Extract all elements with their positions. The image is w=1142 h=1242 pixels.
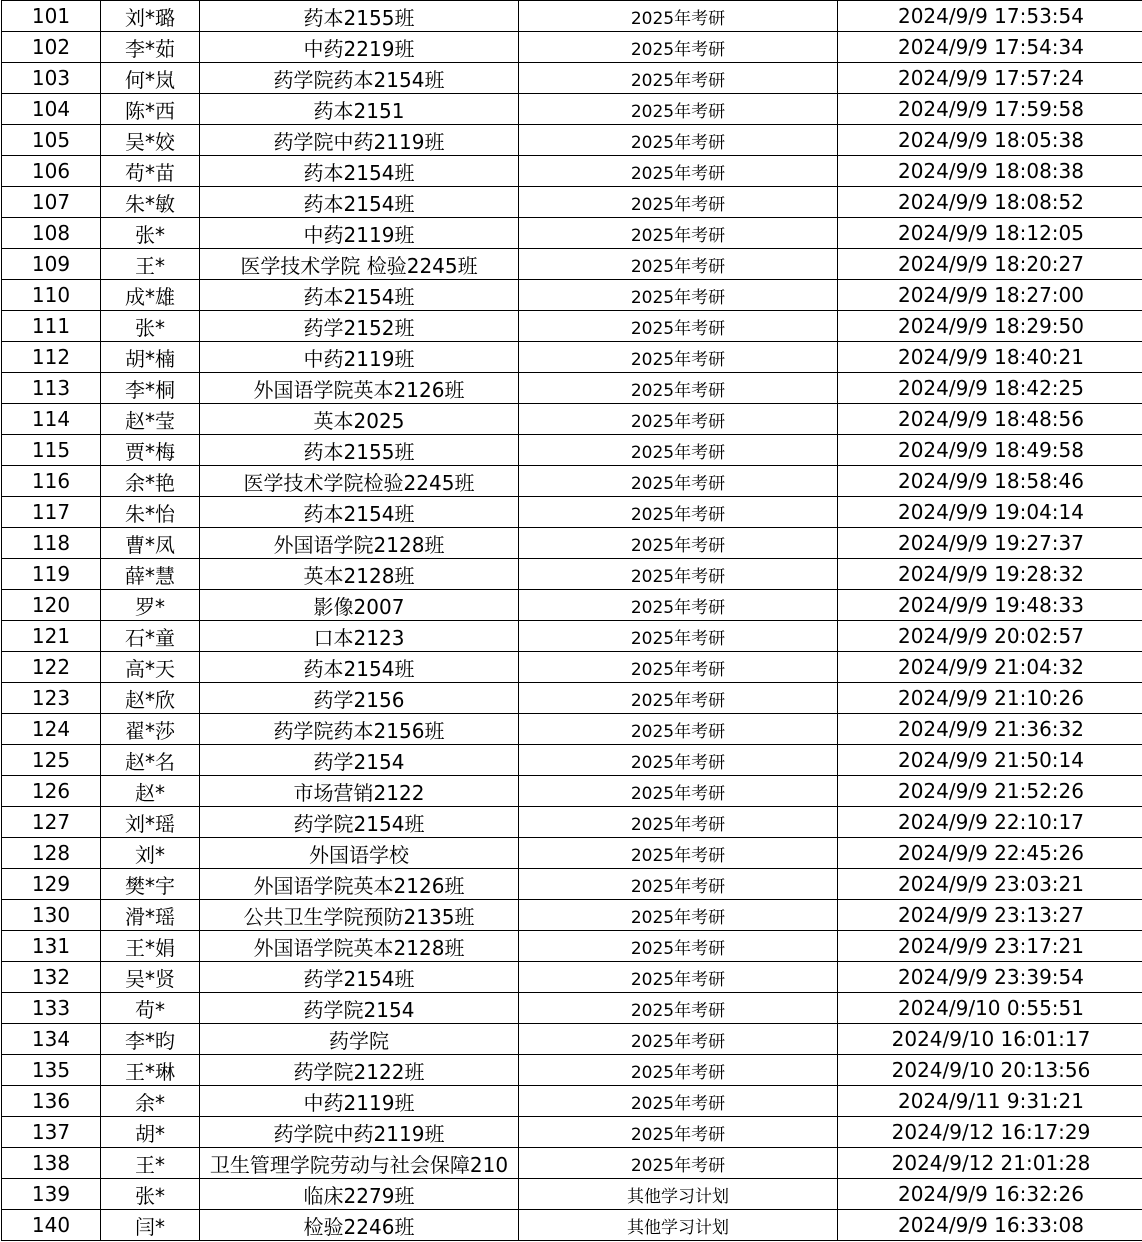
student-name-cell[interactable]: 刘*瑶: [101, 807, 200, 838]
student-name-cell[interactable]: 吴*姣: [101, 125, 200, 156]
plan-cell[interactable]: 2025年考研: [519, 652, 838, 683]
table-row: [2, 311, 1142, 342]
table-row: [2, 497, 1142, 528]
submit-time-cell[interactable]: 2024/9/9 21:52:26: [838, 776, 1142, 807]
submit-time-cell[interactable]: 2024/9/9 22:10:17: [838, 807, 1142, 838]
student-name-cell[interactable]: 朱*怡: [101, 497, 200, 528]
student-name-cell[interactable]: 王*: [101, 249, 200, 280]
table-row: [2, 869, 1142, 900]
row-number-cell[interactable]: 134: [2, 1024, 101, 1055]
table-row: [2, 559, 1142, 590]
row-number-cell[interactable]: 132: [2, 962, 101, 993]
plan-cell[interactable]: 2025年考研: [519, 683, 838, 714]
table-row: [2, 683, 1142, 714]
row-number-cell[interactable]: 139: [2, 1179, 101, 1210]
row-number-cell[interactable]: 140: [2, 1210, 101, 1241]
class-cell[interactable]: 外国语学校: [200, 838, 519, 869]
row-number-cell[interactable]: 121: [2, 621, 101, 652]
student-name-cell[interactable]: 薛*慧: [101, 559, 200, 590]
row-number-cell[interactable]: 127: [2, 807, 101, 838]
plan-cell[interactable]: 2025年考研: [519, 342, 838, 373]
submit-time-cell[interactable]: 2024/9/9 23:03:21: [838, 869, 1142, 900]
class-cell[interactable]: 外国语学院英本2126班: [200, 373, 519, 404]
class-cell[interactable]: 药学2154: [200, 745, 519, 776]
submit-time-cell[interactable]: 2024/9/9 19:28:32: [838, 559, 1142, 590]
student-name-cell[interactable]: 陈*西: [101, 94, 200, 125]
submit-time-cell[interactable]: 2024/9/11 9:31:21: [838, 1086, 1142, 1117]
table-row: [2, 776, 1142, 807]
table-row: [2, 931, 1142, 962]
plan-cell[interactable]: 2025年考研: [519, 528, 838, 559]
class-cell[interactable]: 中药2119班: [200, 1086, 519, 1117]
submit-time-cell[interactable]: 2024/9/10 20:13:56: [838, 1055, 1142, 1086]
submit-time-cell[interactable]: 2024/9/9 17:53:54: [838, 1, 1142, 32]
submit-time-cell[interactable]: 2024/9/9 23:39:54: [838, 962, 1142, 993]
student-name-cell[interactable]: 贾*梅: [101, 435, 200, 466]
submit-time-cell[interactable]: 2024/9/9 17:57:24: [838, 63, 1142, 94]
class-cell[interactable]: 药学2154班: [200, 962, 519, 993]
student-name-cell[interactable]: 成*雄: [101, 280, 200, 311]
table-row: [2, 528, 1142, 559]
student-name-cell[interactable]: 张*: [101, 311, 200, 342]
student-name-cell[interactable]: 余*艳: [101, 466, 200, 497]
submit-time-cell[interactable]: 2024/9/9 19:27:37: [838, 528, 1142, 559]
student-name-cell[interactable]: 李*茹: [101, 32, 200, 63]
submit-time-cell[interactable]: 2024/9/9 19:04:14: [838, 497, 1142, 528]
plan-cell[interactable]: 2025年考研: [519, 280, 838, 311]
row-number-cell[interactable]: 115: [2, 435, 101, 466]
plan-cell[interactable]: 2025年考研: [519, 714, 838, 745]
row-number-cell[interactable]: 126: [2, 776, 101, 807]
plan-cell[interactable]: 2025年考研: [519, 900, 838, 931]
row-number-cell[interactable]: 137: [2, 1117, 101, 1148]
table-row: [2, 404, 1142, 435]
submit-time-cell[interactable]: 2024/9/9 20:02:57: [838, 621, 1142, 652]
class-cell[interactable]: 药学院2154班: [200, 807, 519, 838]
table-row: [2, 1055, 1142, 1086]
student-name-cell[interactable]: 朱*敏: [101, 187, 200, 218]
class-cell[interactable]: 口本2123: [200, 621, 519, 652]
table-row: [2, 621, 1142, 652]
submit-time-cell[interactable]: 2024/9/9 18:49:58: [838, 435, 1142, 466]
plan-cell[interactable]: 2025年考研: [519, 32, 838, 63]
submit-time-cell[interactable]: 2024/9/9 18:20:27: [838, 249, 1142, 280]
table-row: [2, 125, 1142, 156]
table-row: [2, 652, 1142, 683]
student-name-cell[interactable]: 曹*凤: [101, 528, 200, 559]
class-cell[interactable]: 药本2154班: [200, 280, 519, 311]
class-cell[interactable]: 外国语学院英本2128班: [200, 931, 519, 962]
student-name-cell[interactable]: 王*琳: [101, 1055, 200, 1086]
row-number-cell[interactable]: 122: [2, 652, 101, 683]
submit-time-cell[interactable]: 2024/9/9 23:17:21: [838, 931, 1142, 962]
table-body: [2, 1, 1142, 1241]
class-cell[interactable]: 药学2156: [200, 683, 519, 714]
row-number-cell[interactable]: 138: [2, 1148, 101, 1179]
class-cell[interactable]: 药学院: [200, 1024, 519, 1055]
row-number-cell[interactable]: 114: [2, 404, 101, 435]
row-number-cell[interactable]: 105: [2, 125, 101, 156]
row-number-cell[interactable]: 116: [2, 466, 101, 497]
table-row: [2, 1117, 1142, 1148]
plan-cell[interactable]: 2025年考研: [519, 931, 838, 962]
student-name-cell[interactable]: 何*岚: [101, 63, 200, 94]
submit-time-cell[interactable]: 2024/9/9 22:45:26: [838, 838, 1142, 869]
submit-time-cell[interactable]: 2024/9/9 21:10:26: [838, 683, 1142, 714]
class-cell[interactable]: 药本2151: [200, 94, 519, 125]
student-name-cell[interactable]: 石*童: [101, 621, 200, 652]
table-row: [2, 900, 1142, 931]
class-cell[interactable]: 中药2219班: [200, 32, 519, 63]
row-number-cell[interactable]: 113: [2, 373, 101, 404]
student-name-cell[interactable]: 苟*: [101, 993, 200, 1024]
row-number-cell[interactable]: 117: [2, 497, 101, 528]
row-number-cell[interactable]: 136: [2, 1086, 101, 1117]
table-row: [2, 962, 1142, 993]
class-cell[interactable]: 影像2007: [200, 590, 519, 621]
table-row: [2, 993, 1142, 1024]
student-name-cell[interactable]: 刘*: [101, 838, 200, 869]
plan-cell[interactable]: 2025年考研: [519, 590, 838, 621]
plan-cell[interactable]: 2025年考研: [519, 63, 838, 94]
submit-time-cell[interactable]: 2024/9/9 23:13:27: [838, 900, 1142, 931]
table-row: [2, 807, 1142, 838]
student-name-cell[interactable]: 赵*莹: [101, 404, 200, 435]
plan-cell[interactable]: 其他学习计划: [519, 1210, 838, 1241]
class-cell[interactable]: 卫生管理学院劳动与社会保障210: [200, 1148, 519, 1179]
class-cell[interactable]: 药学院中药2119班: [200, 125, 519, 156]
class-cell[interactable]: 英本2128班: [200, 559, 519, 590]
class-cell[interactable]: 药本2155班: [200, 1, 519, 32]
plan-cell[interactable]: 2025年考研: [519, 621, 838, 652]
submit-time-cell[interactable]: 2024/9/9 19:48:33: [838, 590, 1142, 621]
row-number-cell[interactable]: 112: [2, 342, 101, 373]
class-cell[interactable]: 临床2279班: [200, 1179, 519, 1210]
plan-cell[interactable]: 2025年考研: [519, 838, 838, 869]
plan-cell[interactable]: 其他学习计划: [519, 1179, 838, 1210]
table-row: [2, 1, 1142, 32]
student-name-cell[interactable]: 翟*莎: [101, 714, 200, 745]
row-number-cell[interactable]: 128: [2, 838, 101, 869]
class-cell[interactable]: 药学2152班: [200, 311, 519, 342]
plan-cell[interactable]: 2025年考研: [519, 94, 838, 125]
registration-table: [1, 0, 1142, 1241]
submit-time-cell[interactable]: 2024/9/9 16:32:26: [838, 1179, 1142, 1210]
class-cell[interactable]: 外国语学院英本2126班: [200, 869, 519, 900]
row-number-cell[interactable]: 108: [2, 218, 101, 249]
row-number-cell[interactable]: 119: [2, 559, 101, 590]
class-cell[interactable]: 医学技术学院检验2245班: [200, 466, 519, 497]
plan-cell[interactable]: 2025年考研: [519, 311, 838, 342]
table-row: [2, 63, 1142, 94]
submit-time-cell[interactable]: 2024/9/10 0:55:51: [838, 993, 1142, 1024]
class-cell[interactable]: 外国语学院2128班: [200, 528, 519, 559]
class-cell[interactable]: 检验2246班: [200, 1210, 519, 1241]
table-row: [2, 466, 1142, 497]
class-cell[interactable]: 药本2154班: [200, 187, 519, 218]
table-row: [2, 373, 1142, 404]
row-number-cell[interactable]: 129: [2, 869, 101, 900]
submit-time-cell[interactable]: 2024/9/9 18:08:38: [838, 156, 1142, 187]
student-name-cell[interactable]: 吴*贤: [101, 962, 200, 993]
class-cell[interactable]: 药学院2154: [200, 993, 519, 1024]
submit-time-cell[interactable]: 2024/9/9 18:29:50: [838, 311, 1142, 342]
class-cell[interactable]: 中药2119班: [200, 218, 519, 249]
student-name-cell[interactable]: 苟*苗: [101, 156, 200, 187]
submit-time-cell[interactable]: 2024/9/9 18:58:46: [838, 466, 1142, 497]
student-name-cell[interactable]: 张*: [101, 218, 200, 249]
plan-cell[interactable]: 2025年考研: [519, 1117, 838, 1148]
plan-cell[interactable]: 2025年考研: [519, 497, 838, 528]
plan-cell[interactable]: 2025年考研: [519, 1024, 838, 1055]
plan-cell[interactable]: 2025年考研: [519, 1086, 838, 1117]
table-row: [2, 590, 1142, 621]
submit-time-cell[interactable]: 2024/9/9 18:08:52: [838, 187, 1142, 218]
class-cell[interactable]: 市场营销2122: [200, 776, 519, 807]
row-number-cell[interactable]: 104: [2, 94, 101, 125]
student-name-cell[interactable]: 赵*名: [101, 745, 200, 776]
class-cell[interactable]: 药学院药本2156班: [200, 714, 519, 745]
class-cell[interactable]: 药本2155班: [200, 435, 519, 466]
class-cell[interactable]: 英本2025: [200, 404, 519, 435]
submit-time-cell[interactable]: 2024/9/12 16:17:29: [838, 1117, 1142, 1148]
student-name-cell[interactable]: 闫*: [101, 1210, 200, 1241]
student-name-cell[interactable]: 赵*: [101, 776, 200, 807]
submit-time-cell[interactable]: 2024/9/9 17:59:58: [838, 94, 1142, 125]
plan-cell[interactable]: 2025年考研: [519, 993, 838, 1024]
plan-cell[interactable]: 2025年考研: [519, 125, 838, 156]
plan-cell[interactable]: 2025年考研: [519, 1148, 838, 1179]
table-row: [2, 218, 1142, 249]
row-number-cell[interactable]: 125: [2, 745, 101, 776]
row-number-cell[interactable]: 101: [2, 1, 101, 32]
table-row: [2, 1148, 1142, 1179]
row-number-cell[interactable]: 106: [2, 156, 101, 187]
class-cell[interactable]: 中药2119班: [200, 342, 519, 373]
table-row: [2, 1210, 1142, 1241]
row-number-cell[interactable]: 135: [2, 1055, 101, 1086]
submit-time-cell[interactable]: 2024/9/9 21:36:32: [838, 714, 1142, 745]
table-row: [2, 187, 1142, 218]
plan-cell[interactable]: 2025年考研: [519, 218, 838, 249]
submit-time-cell[interactable]: 2024/9/9 21:04:32: [838, 652, 1142, 683]
plan-cell[interactable]: 2025年考研: [519, 776, 838, 807]
student-name-cell[interactable]: 胡*楠: [101, 342, 200, 373]
plan-cell[interactable]: 2025年考研: [519, 435, 838, 466]
plan-cell[interactable]: 2025年考研: [519, 1, 838, 32]
submit-time-cell[interactable]: 2024/9/10 16:01:17: [838, 1024, 1142, 1055]
plan-cell[interactable]: 2025年考研: [519, 373, 838, 404]
plan-cell[interactable]: 2025年考研: [519, 156, 838, 187]
table-row: [2, 1024, 1142, 1055]
row-number-cell[interactable]: 133: [2, 993, 101, 1024]
table-row: [2, 249, 1142, 280]
plan-cell[interactable]: 2025年考研: [519, 869, 838, 900]
student-name-cell[interactable]: 刘*璐: [101, 1, 200, 32]
row-number-cell[interactable]: 111: [2, 311, 101, 342]
class-cell[interactable]: 药本2154班: [200, 652, 519, 683]
class-cell[interactable]: 药学院中药2119班: [200, 1117, 519, 1148]
plan-cell[interactable]: 2025年考研: [519, 807, 838, 838]
submit-time-cell[interactable]: 2024/9/9 18:27:00: [838, 280, 1142, 311]
submit-time-cell[interactable]: 2024/9/9 17:54:34: [838, 32, 1142, 63]
table-row: [2, 435, 1142, 466]
row-number-cell[interactable]: 102: [2, 32, 101, 63]
row-number-cell[interactable]: 103: [2, 63, 101, 94]
student-name-cell[interactable]: 张*: [101, 1179, 200, 1210]
table-row: [2, 745, 1142, 776]
class-cell[interactable]: 药本2154班: [200, 497, 519, 528]
plan-cell[interactable]: 2025年考研: [519, 559, 838, 590]
plan-cell[interactable]: 2025年考研: [519, 962, 838, 993]
plan-cell[interactable]: 2025年考研: [519, 745, 838, 776]
student-name-cell[interactable]: 樊*宇: [101, 869, 200, 900]
plan-cell[interactable]: 2025年考研: [519, 404, 838, 435]
submit-time-cell[interactable]: 2024/9/9 18:40:21: [838, 342, 1142, 373]
submit-time-cell[interactable]: 2024/9/9 18:48:56: [838, 404, 1142, 435]
class-cell[interactable]: 公共卫生学院预防2135班: [200, 900, 519, 931]
table-row: [2, 1086, 1142, 1117]
class-cell[interactable]: 医学技术学院 检验2245班: [200, 249, 519, 280]
row-number-cell[interactable]: 131: [2, 931, 101, 962]
class-cell[interactable]: 药学院药本2154班: [200, 63, 519, 94]
submit-time-cell[interactable]: 2024/9/9 16:33:08: [838, 1210, 1142, 1241]
table-row: [2, 838, 1142, 869]
student-name-cell[interactable]: 胡*: [101, 1117, 200, 1148]
row-number-cell[interactable]: 123: [2, 683, 101, 714]
submit-time-cell[interactable]: 2024/9/9 21:50:14: [838, 745, 1142, 776]
plan-cell[interactable]: 2025年考研: [519, 1055, 838, 1086]
submit-time-cell[interactable]: 2024/9/9 18:42:25: [838, 373, 1142, 404]
plan-cell[interactable]: 2025年考研: [519, 466, 838, 497]
submit-time-cell[interactable]: 2024/9/9 18:05:38: [838, 125, 1142, 156]
student-name-cell[interactable]: 罗*: [101, 590, 200, 621]
table-row: [2, 280, 1142, 311]
student-name-cell[interactable]: 余*: [101, 1086, 200, 1117]
plan-cell[interactable]: 2025年考研: [519, 249, 838, 280]
table-row: [2, 32, 1142, 63]
student-name-cell[interactable]: 李*桐: [101, 373, 200, 404]
row-number-cell[interactable]: 118: [2, 528, 101, 559]
student-name-cell[interactable]: 赵*欣: [101, 683, 200, 714]
student-name-cell[interactable]: 李*昀: [101, 1024, 200, 1055]
student-name-cell[interactable]: 滑*瑶: [101, 900, 200, 931]
student-name-cell[interactable]: 高*天: [101, 652, 200, 683]
row-number-cell[interactable]: 130: [2, 900, 101, 931]
row-number-cell[interactable]: 109: [2, 249, 101, 280]
table-row: [2, 94, 1142, 125]
table-row: [2, 156, 1142, 187]
table-row: [2, 1179, 1142, 1210]
student-name-cell[interactable]: 王*娟: [101, 931, 200, 962]
class-cell[interactable]: 药学院2122班: [200, 1055, 519, 1086]
row-number-cell[interactable]: 124: [2, 714, 101, 745]
student-name-cell[interactable]: 王*: [101, 1148, 200, 1179]
row-number-cell[interactable]: 120: [2, 590, 101, 621]
row-number-cell[interactable]: 110: [2, 280, 101, 311]
row-number-cell[interactable]: 107: [2, 187, 101, 218]
submit-time-cell[interactable]: 2024/9/12 21:01:28: [838, 1148, 1142, 1179]
table-row: [2, 342, 1142, 373]
plan-cell[interactable]: 2025年考研: [519, 187, 838, 218]
table-row: [2, 714, 1142, 745]
submit-time-cell[interactable]: 2024/9/9 18:12:05: [838, 218, 1142, 249]
class-cell[interactable]: 药本2154班: [200, 156, 519, 187]
